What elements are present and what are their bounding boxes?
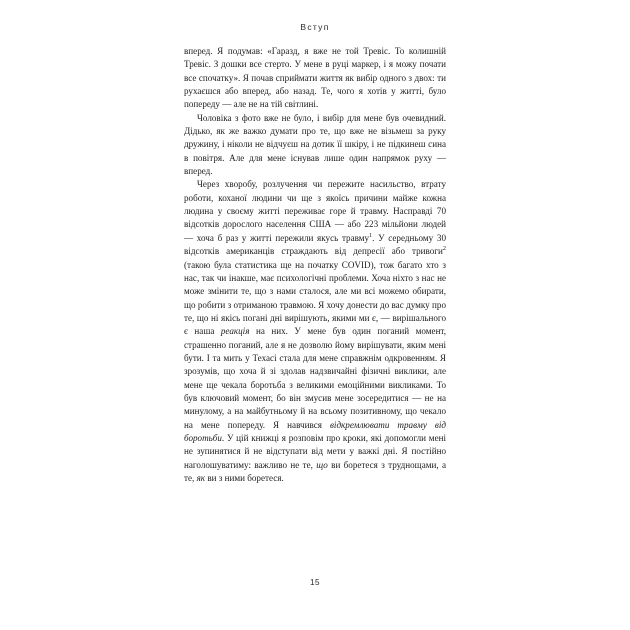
paragraph: Чоловіка з фото вже не було, і вибір для мене був очевидний. Дідько, як же важко думати про те, що вже не візьмеш за руку дружину, і ніколи не відчуєш на дотик її шкіру, і не підкинеш сина в повітря. Але для мене існував лише один напрямок руху — вперед. bbox=[184, 112, 446, 177]
footnote-marker: 1 bbox=[369, 231, 373, 239]
emphasis-text: що bbox=[316, 459, 328, 470]
running-head: Вступ bbox=[300, 22, 330, 32]
page-number: 15 bbox=[310, 578, 320, 587]
paragraph: Через хворобу, розлучення чи пережите насильство, втрату роботи, коханої людини чи ще з якоїсь причини майже кожна людина у своєму житті переживає горе й травму. Насправді 70 відсотків дорослого населення США — або 223 мільйони людей — хоча б раз у житті пережили якусь травму$^1$. У середньому 30 відсотків американців страждають від депресії або тривоги$^2$ (такою була статистика ще на початку COVID), тож багато хто з нас, так чи інакше, має психологічні проблеми. Хоча ніхто з нас не може змінити те, що з нами сталося, але ми всі можемо обирати, що робити з отриманою травмою. Я хочу донести до вас думку про те, що ні якісь погані дні вирішують, якими ми є, — вирішального є наша реакція на них. У мене був один поганий момент, страшенно поганий, але я не дозволю йому вирішувати, яким мені бути. І та мить у Техасі стала для мене справжнім одкровенням. Я зрозумів, що хоча й зі здолав надзвичайні фізичні виклики, але мене ще чекала боротьба з великими емоційними викликами. То був ключовий момент, бо він змусив мене зосередитися — не на минулому, а на майбутньому й на всьому позитивному, що чекало на мене попереду. Я навчився відкремлювати травму від боротьби. У цій книжці я розповім про кроки, які допомогли мені не зупинятися й не відступати від мети у важкі дні. Я постійно наголошуватиму: важливо не те, що ви боретеся з труднощами, а те, як ви з ними боретеся. bbox=[184, 179, 447, 483]
emphasis-text: реакція bbox=[220, 326, 250, 337]
paragraph: вперед. Я подумав: «Гаразд, я вже не той Тревіс. То колишній Тревіс. З дошки все стерто. У мене в руці маркер, і я можу почати все спочатку». Я почав сприймати життя як вибір одного з двох: ти рухаєшся або вперед, або назад. Те, чого я хотів у житті, було попереду — але не на тій світлині. bbox=[184, 46, 446, 110]
emphasis-text: як bbox=[196, 473, 206, 483]
body-text-column bbox=[184, 45, 446, 485]
footnote-marker: 2 bbox=[442, 245, 446, 253]
emphasis-text: відкремлювати травму від боротьби bbox=[184, 419, 446, 443]
